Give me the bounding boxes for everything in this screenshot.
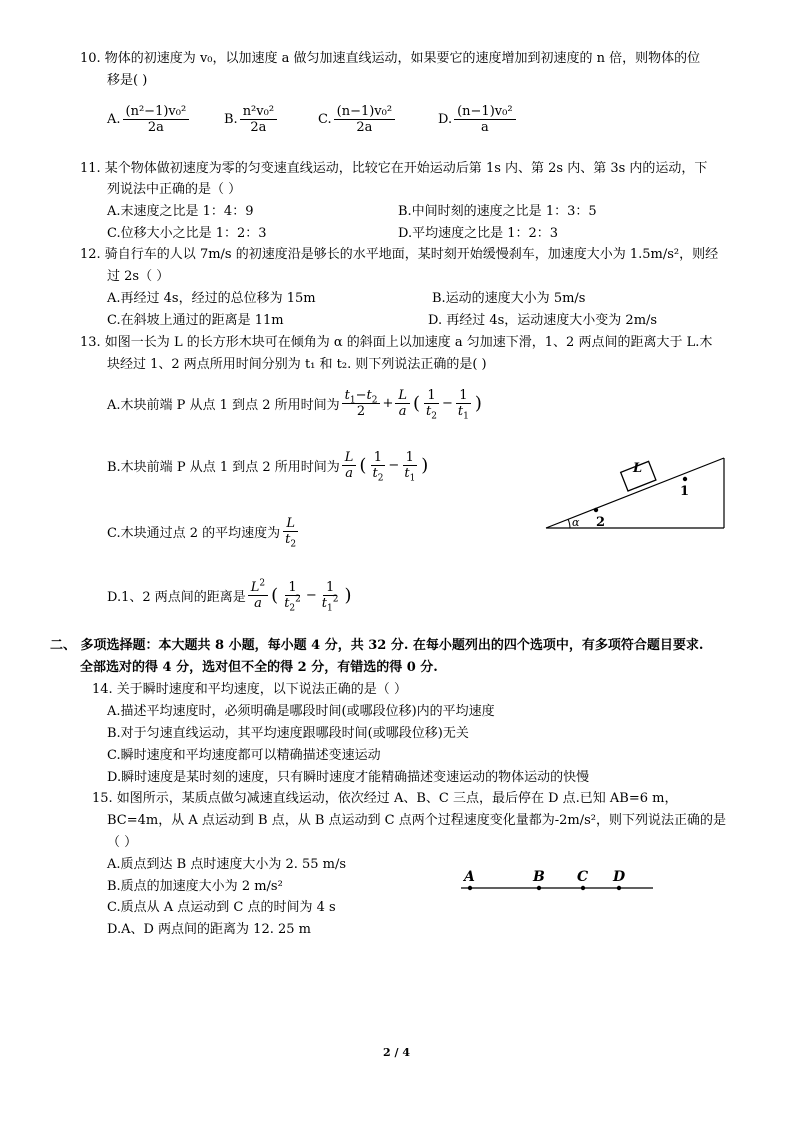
- point-c-label: C: [577, 869, 589, 885]
- q14-option-b: B.对于匀速直线运动，其平均速度跟哪段时间(或哪段位移)无关: [107, 726, 469, 741]
- q13-option-d: D.1、2 两点间的距离是 $\frac{L^2}{a}$ ( $\frac{1}{t_2^2}$ − $\frac{1}{t_1^2}$ ): [107, 578, 352, 614]
- point-1-dot: [683, 477, 687, 481]
- section2-header-line1: 二、 多项选择题：本大题共 8 小题，每小题 4 分，共 32 分. 在每小题列出的四个选项中，有多项符合题目要求.: [50, 638, 704, 653]
- q15-stem-line2: BC=4m，从 A 点运动到 B 点，从 B 点运动到 C 点两个过程速度变化量都为-2m/s²，则下列说法正确的是: [107, 813, 726, 828]
- q12-option-c: C.在斜坡上通过的距离是 11m: [107, 313, 284, 328]
- q10-option-b-fraction: $\frac{\text{n²v₀²}}{2a}$: [240, 104, 277, 135]
- q11-option-a: A.末速度之比是 1：4：9: [107, 204, 254, 219]
- q10-option-b: B. $\frac{\text{n²v₀²}}{2a}$: [224, 104, 279, 135]
- q11-stem-line1: 11. 某个物体做初速度为零的匀变速直线运动，比较它在开始运动后第 1s 内、第 2s 内、第 3s 内的运动，下: [80, 161, 708, 176]
- angle-arc: [568, 519, 570, 528]
- q10-stem-line2: 移是( ): [107, 73, 148, 88]
- q12-option-d: D. 再经过 4s，运动速度大小变为 2m/s: [428, 313, 658, 328]
- point-a-dot: [468, 886, 472, 890]
- q12-stem-line2: 过 2s（ ）: [107, 269, 170, 284]
- point-a-label: A: [464, 869, 475, 885]
- q15-line-figure: [455, 862, 660, 896]
- q15-option-a: A.质点到达 B 点时速度大小为 2. 55 m/s: [107, 857, 347, 872]
- q14-stem: 14. 关于瞬时速度和平均速度，以下说法正确的是（ ）: [92, 682, 407, 697]
- q15-option-c: C.质点从 A 点运动到 C 点的时间为 4 s: [107, 900, 336, 915]
- q12-stem-line1: 12. 骑自行车的人以 7m/s 的初速度沿是够长的水平地面，某时刻开始缓慢刹车，加速度大小为 1.5m/s²，则经: [80, 247, 719, 262]
- point-2-label: 2: [596, 515, 606, 530]
- q11-stem-line2: 列说法中正确的是（ ）: [107, 182, 242, 197]
- q11-option-b: B.中间时刻的速度之比是 1：3：5: [398, 204, 597, 219]
- q14-option-a: A.描述平均速度时，必须明确是哪段时间(或哪段位移)内的平均速度: [107, 704, 495, 719]
- q10-option-a-fraction: $\frac{\text{(n²−1)v₀²}}{2a}$: [123, 104, 190, 135]
- point-2-dot: [594, 508, 598, 512]
- q15-option-b: B.质点的加速度大小为 2 m/s²: [107, 879, 283, 894]
- q13-stem-line2: 块经过 1、2 两点所用时间分别为 t₁ 和 t₂. 则下列说法正确的是( ): [107, 357, 487, 372]
- q12-option-b: B.运动的速度大小为 5m/s: [432, 291, 586, 306]
- q10-stem-line1: 10. 物体的初速度为 v₀，以加速度 a 做匀加速直线运动，如果要它的速度增加到初速度的 n 倍，则物体的位: [80, 51, 701, 66]
- q10-option-c-fraction: $\frac{\text{(n−1)v₀²}}{2a}$: [334, 104, 395, 135]
- q15-stem-line3: （ ）: [107, 835, 138, 850]
- q10-option-a: A. $\frac{\text{(n²−1)v₀²}}{2a}$: [107, 104, 191, 135]
- point-c-dot: [581, 886, 585, 890]
- point-b-label: B: [533, 869, 545, 885]
- q10-option-d-fraction: $\frac{\text{(n−1)v₀²}}{a}$: [454, 104, 515, 135]
- q13-option-b: B.木块前端 P 从点 1 到点 2 所用时间为 $\frac{L}{a}$ ( $\frac{1}{t_2}$ − $\frac{1}{t_1}$ ): [107, 450, 429, 484]
- q14-option-c: C.瞬时速度和平均速度都可以精确描述变速运动: [107, 748, 381, 763]
- point-1-label: 1: [680, 484, 690, 499]
- q13-stem-line1: 13. 如图一长为 L 的长方形木块可在倾角为 α 的斜面上以加速度 a 匀加速下滑，1、2 两点间的距离大于 L.木: [80, 335, 713, 350]
- q14-option-d: D.瞬时速度是某时刻的速度，只有瞬时速度才能精确描述变速运动的物体运动的快慢: [107, 770, 590, 785]
- page-number: 2 / 4: [383, 1046, 410, 1059]
- q12-option-a: A.再经过 4s，经过的总位移为 15m: [107, 291, 316, 306]
- q11-option-d: D.平均速度之比是 1：2：3: [398, 226, 559, 241]
- q15-stem-line1: 15. 如图所示，某质点做匀减速直线运动，依次经过 A、B、C 三点，最后停在 D 点.已知 AB=6 m，: [92, 791, 678, 806]
- point-d-dot: [617, 886, 621, 890]
- point-b-dot: [537, 886, 541, 890]
- q13-option-a: A.木块前端 P 从点 1 到点 2 所用时间为 $\frac{t_1-t_2}{2}$ + $\frac{L}{a}$ ( $\frac{1}{t_2}$ − $\frac{1}{t_1}$ ): [107, 388, 482, 422]
- q10-option-d: D. $\frac{\text{(n−1)v₀²}}{a}$: [438, 104, 518, 135]
- point-d-label: D: [613, 869, 626, 885]
- angle-alpha-label: α: [572, 516, 580, 529]
- block-length-label: L: [633, 461, 643, 476]
- q15-option-d: D.A、D 两点间的距离为 12. 25 m: [107, 922, 311, 937]
- q10-option-c: C. $\frac{\text{(n−1)v₀²}}{2a}$: [318, 104, 397, 135]
- q13-incline-figure: [540, 452, 740, 534]
- section2-header-line2: 全部选对的得 4 分，选对但不全的得 2 分，有错选的得 0 分.: [80, 660, 438, 675]
- q11-option-c: C.位移大小之比是 1：2：3: [107, 226, 267, 241]
- q13-option-c: C.木块通过点 2 的平均速度为 $\frac{L}{t_2}$: [107, 516, 297, 550]
